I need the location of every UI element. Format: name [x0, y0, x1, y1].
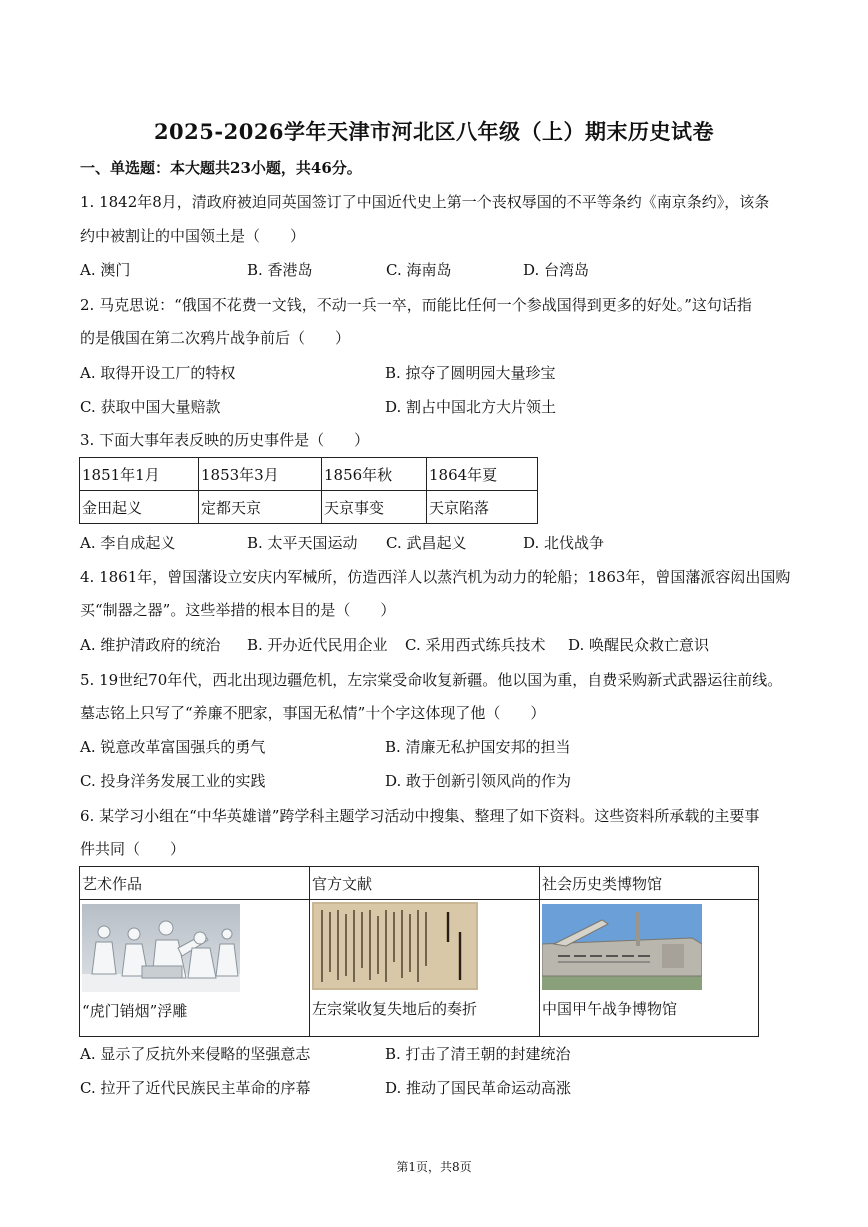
question-1-text: 约中被割让的中国领土是（ ）: [80, 227, 306, 245]
table-cell: 1853年3月: [199, 458, 322, 491]
table-row: [80, 900, 759, 1037]
image-caption: 中国甲午战争博物馆: [542, 1000, 678, 1018]
table-cell: 天京陷落: [427, 491, 538, 524]
question-2-text: 2. 马克思说：“俄国不花费一文钱，不动一兵一卒，而能比任何一个参战国得到更多的好处。”这句话指: [80, 296, 752, 314]
table-cell: 定都天京: [199, 491, 322, 524]
option-a: A. 取得开设工厂的特权: [80, 364, 236, 382]
option-a: A. 锐意改革富国强兵的勇气: [80, 738, 266, 756]
table-cell: 天京事变: [322, 491, 427, 524]
table-row: [80, 491, 538, 524]
question-3-text: 3. 下面大事年表反映的历史事件是（ ）: [80, 431, 370, 449]
page-title: 2025-2026学年天津市河北区八年级（上）期末历史试卷: [153, 119, 715, 144]
option-b: B. 清廉无私护国安邦的担当: [385, 738, 571, 756]
table-cell: 1864年夏: [427, 458, 538, 491]
table-header: 官方文献: [310, 867, 540, 900]
option-c: C. 投身洋务发展工业的实践: [80, 772, 266, 790]
table-header: 社会历史类博物馆: [540, 867, 759, 900]
museum-photo-image: [542, 904, 702, 990]
image-caption: 左宗棠收复失地后的奏折: [312, 1000, 478, 1018]
option-b: B. 掠夺了圆明园大量珍宝: [385, 364, 556, 382]
option-d: D. 台湾岛: [523, 261, 590, 279]
option-c: C. 获取中国大量赔款: [80, 398, 221, 416]
table-cell: [310, 900, 540, 1037]
question-1-text: 1. 1842年8月，清政府被迫同英国签订了中国近代史上第一个丧权辱国的不平等条约《南京条约》，该条: [80, 193, 770, 211]
option-d: D. 推动了国民革命运动高涨: [385, 1079, 572, 1097]
option-d: D. 割占中国北方大片领土: [385, 398, 557, 416]
option-c: C. 武昌起义: [386, 534, 467, 552]
question-6-text: 6. 某学习小组在“中华英雄谱”跨学科主题学习活动中搜集、整理了如下资料。这些资料所承载的主要事: [80, 807, 760, 825]
relief-sculpture-image: [82, 904, 240, 992]
option-a: A. 显示了反抗外来侵略的坚强意志: [80, 1045, 311, 1063]
option-c: C. 海南岛: [386, 261, 452, 279]
page-footer: 第1页，共8页: [396, 1160, 472, 1174]
option-a: A. 澳门: [80, 261, 131, 279]
question-4-text: 买“制器之器”。这些举措的根本目的是（ ）: [80, 601, 396, 619]
question-5-text: 5. 19世纪70年代，西北出现边疆危机，左宗棠受命收复新疆。他以国为重，自费采购新式武器运往前线。: [80, 671, 783, 689]
option-d: D. 敢于创新引领风尚的作为: [385, 772, 572, 790]
materials-table: [79, 866, 759, 1037]
question-2-text: 的是俄国在第二次鸦片战争前后（ ）: [80, 329, 351, 347]
option-d: D. 唤醒民众救亡意识: [568, 636, 710, 654]
question-5-text: 墓志铭上只写了“养廉不肥家，事国无私情”十个字这体现了他（ ）: [80, 704, 546, 722]
option-c: C. 采用西式练兵技术: [405, 636, 546, 654]
table-row: [80, 867, 759, 900]
option-a: A. 李自成起义: [80, 534, 176, 552]
question-6-text: 件共同（ ）: [80, 840, 186, 858]
table-header: 艺术作品: [80, 867, 310, 900]
table-cell: 1851年1月: [80, 458, 199, 491]
option-b: B. 太平天国运动: [247, 534, 358, 552]
memorial-document-image: [312, 902, 478, 990]
question-4-text: 4. 1861年，曾国藩设立安庆内军械所，仿造西洋人以蒸汽机为动力的轮船；1863年，曾国藩派容闳出国购: [80, 568, 791, 586]
section-heading: 一、单选题：本大题共23小题，共46分。: [80, 159, 362, 177]
image-caption: “虎门销烟”浮雕: [82, 1002, 188, 1020]
option-c: C. 拉开了近代民族民主革命的序幕: [80, 1079, 311, 1097]
option-a: A. 维护清政府的统治: [80, 636, 221, 654]
table-row: [80, 458, 538, 491]
option-b: B. 打击了清王朝的封建统治: [385, 1045, 571, 1063]
option-b: B. 开办近代民用企业: [247, 636, 388, 654]
table-cell: [80, 900, 310, 1037]
table-cell: 金田起义: [80, 491, 199, 524]
table-cell: [540, 900, 759, 1037]
chronology-table: [79, 457, 538, 524]
table-cell: 1856年秋: [322, 458, 427, 491]
option-d: D. 北伐战争: [523, 534, 605, 552]
option-b: B. 香港岛: [247, 261, 313, 279]
